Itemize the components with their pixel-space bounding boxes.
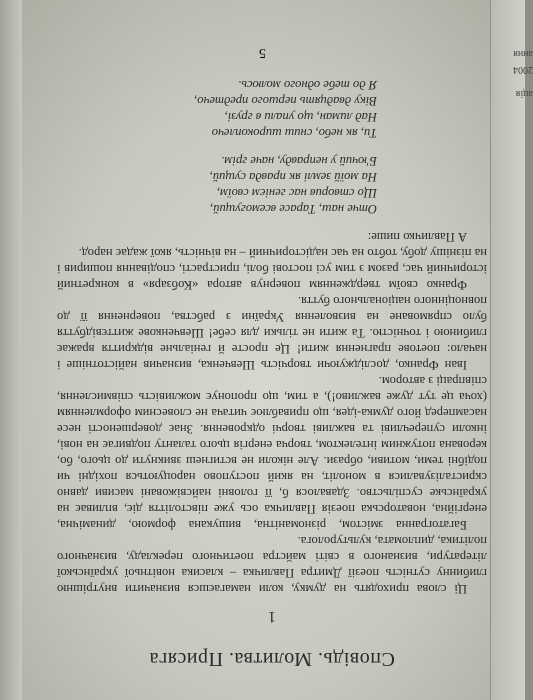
paragraph: Багатогранна змістом, різноманітна, вишукана формою, динамічна, енергійна, новаторська поезія Павличка ось уже півстоліття діє, впливає на українське суспільство. Здавалося б, її головні найсвіжовані масиви давно скристалізувалися в моноліт, на який поступово нароцуються похідні чи подібні теми, мотиви, образи. Але ніколи не встигнеш звикнути до цього, бо, керована потужним інтелектом, творча енергія цього таланту подвигає на нові, інколи суперечливі та важливі творчі одкровення. Знає довершеності несе насамперед його думка-ідея, що приваблює читача не словесним оформленням (хоча це тут дуже важливо!), а тим, що пропонує можливість співмислення, співпраці з автором. [57, 374, 487, 532]
poem-line: Ти, як небо, сниш широкоплечо [211, 126, 377, 140]
stanza-break [57, 141, 377, 153]
poem-line: Над лиман, що упали в грузі, [224, 110, 377, 124]
poem-line: Віку двадцять першого предтечо, [194, 94, 377, 108]
paragraph: Ці слова приходять на думку, коли намагаєшся визначити внутрішню глибинну сутність поезії Дмитра Павличка – класика новітньої української літератури, визнаного в світі майстра поетичного перекладу, визначного політика, дипломата, культуролога. [57, 534, 487, 596]
paragraph: А Павличко пише: [367, 230, 467, 244]
poem-line: Б'ючий у неправду, наче грім. [221, 154, 377, 168]
paragraph: Іван Франко, досліджуючи творчість Шевченка, визначив найістотніше і начало: поетове прагнення жити! Це просте й геніальне відкриття вражає глибиною і точністю. Та жити не тільки для себе! Шевченкове життєвідбуття було спрямоване на визволення України з рабства, повернення її до повноцінного національного буття. [57, 294, 487, 372]
facing-page-fragment: ація [515, 88, 533, 99]
section-number: 1 [268, 608, 276, 625]
chapter-title: Сповідь. Молитва. Присяга [149, 648, 395, 670]
page-number: 5 [259, 45, 266, 60]
paragraph: Франко своїм твердженням повернув автора «Кобзаря» в конкретний історичний час, разом з тим усі постові болі, пристрасті, сподівання поширив і на пізнішу добу, тобто на час надісторичний – на вічність, якої жадає народ. [57, 246, 487, 292]
poem-line: Що створив нас генієм своїм, [216, 186, 377, 200]
poem-quote [57, 77, 377, 217]
book-page [57, 77, 487, 670]
facing-page-fragment: ання [513, 48, 533, 59]
poem-line: Отче наш, Тарасе всемогущий, [210, 202, 377, 216]
facing-page-fragment: 2004 [513, 64, 533, 75]
poem-line: Я до тебе одного молюсь. [238, 78, 377, 92]
poem-line: На моїй землі як правда сущий, [209, 170, 377, 184]
